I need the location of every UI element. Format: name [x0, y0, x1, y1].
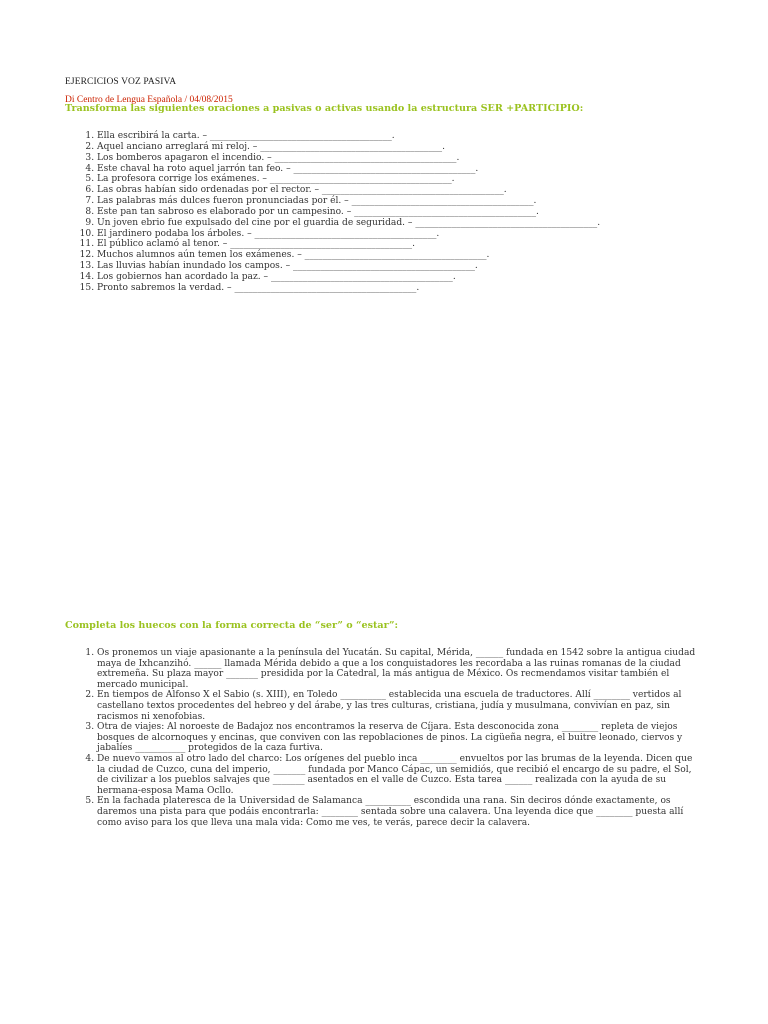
list-item: 1. Os pronemos un viaje apasionante a la península del Yucatán. Su capital, Mérida, ______ fundada en 1542 sobre la antigua ciudad maya de Ixhcanzihó. ______ llamada Mérida debido a que a los conquistadores les recordaba a las ruinas romanas de la ciudad extremeña. Su plaza mayor _______ presidida por la Catedral, la más antigua de México. Os recmendamos visitar también el mercado municipal. [97, 648, 699, 690]
list-item: 11. El público aclamó al tenor. – ________________________________________. [97, 239, 737, 250]
list-item: 12. Muchos alumnos aún temen los exámenes. – ________________________________________. [97, 250, 737, 261]
list-item: 5. La profesora corrige los exámenes. – ________________________________________. [97, 174, 737, 185]
list-item: 3. Otra de viajes: Al noroeste de Badajoz nos encontramos la reserva de Cíjara. Esta desconocida zona ________ repleta de viejos bosques de alcornoques y encinas, que conviven con las repoblaciones de pinos. La cigüeña negra, el buitre leonado, ciervos y jabalíes ___________ protegidos de la caza furtiva. [97, 722, 699, 754]
sentence-list [65, 131, 737, 294]
list-item: 2. En tiempos de Alfonso X el Sabio (s. XIII), en Toledo __________ establecida una escuela de traductores. Allí ________ vertidos al castellano textos procedentes del hebreo y del árabe, y las tres culturas, cristiana, judía y musulmana, convivían en paz, sin racismos ni xenofobias. [97, 690, 699, 722]
list-item: 14. Los gobiernos han acordado la paz. – ________________________________________. [97, 272, 737, 283]
list-item: 4. Este chaval ha roto aquel jarrón tan feo. – ________________________________________. [97, 164, 737, 175]
list-item: 6. Las obras habían sido ordenadas por el rector. – ________________________________________. [97, 185, 737, 196]
paragraph-list [65, 648, 699, 828]
list-item: 13. Las lluvias habían inundado los campos. – ________________________________________. [97, 261, 737, 272]
list-item: 4. De nuevo vamos al otro lado del charco: Los orígenes del pueblo inca ________ envueltos por las brumas de la leyenda. Dicen que la ciudad de Cuzco, cuna del imperio, _______ fundada por Manco Cápac, un semidiós, que recibió el encargo de su padre, el Sol, de civilizar a los pueblos salvajes que _______ asentados en el valle de Cuzco. Esta tarea ______ realizada con la ayuda de su hermana-esposa Mama Ocllo. [97, 754, 699, 796]
list-item: 5. En la fachada plateresca de la Universidad de Salamanca __________ escondida una rana. Sin deciros dónde exactamente, os daremos una pista para que podáis encontrarla: ________ sentada sobre una calavera. Una leyenda dice que ________ puesta allí como aviso para los que lleva una mala vida: Como me ves, te verás, parece decir la calavera. [97, 796, 699, 828]
list-item: 10. El jardinero podaba los árboles. – ________________________________________. [97, 229, 737, 240]
list-item: 3. Los bomberos apagaron el incendio. – ________________________________________. [97, 153, 737, 164]
document-source: Di Centro de Lengua Española / 04/08/2015 [65, 95, 233, 105]
list-item: 1. Ella escribirá la carta. – ________________________________________. [97, 131, 737, 142]
document-title: EJERCICIOS VOZ PASIVA [65, 77, 177, 87]
list-item: 8. Este pan tan sabroso es elaborado por un campesino. – ________________________________________. [97, 207, 737, 218]
list-item: 2. Aquel anciano arreglará mi reloj. – ________________________________________. [97, 142, 737, 153]
list-item: 9. Un joven ebrio fue expulsado del cine por el guardia de seguridad. – ________________________________________. [97, 218, 737, 229]
section2-heading: Completa los huecos con la forma correcta de “ser” o “estar”: [65, 620, 399, 631]
section1-heading: Transforma las siguientes oraciones a pasivas o activas usando la estructura SER +PARTICIPIO: [65, 103, 584, 114]
list-item: 15. Pronto sabremos la verdad. – ________________________________________. [97, 283, 737, 294]
list-item: 7. Las palabras más dulces fueron pronunciadas por él. – ________________________________________. [97, 196, 737, 207]
